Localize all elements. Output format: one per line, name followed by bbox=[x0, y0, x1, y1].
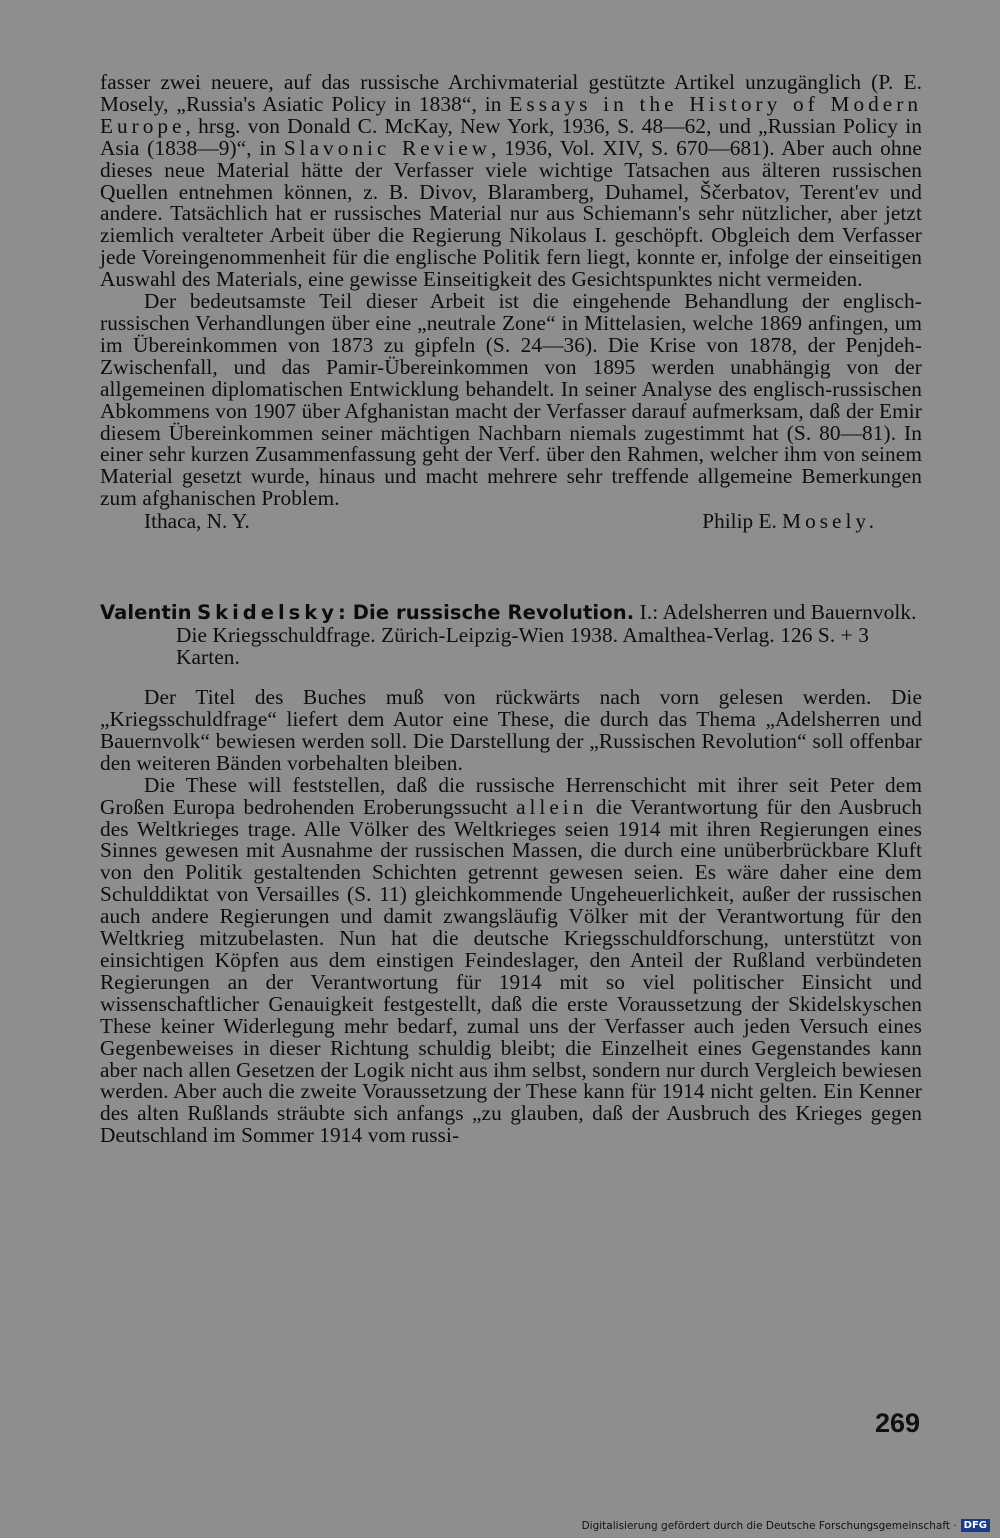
review-author-last: Skidelsky bbox=[197, 601, 338, 625]
review-citation: I.: Adelsherren und Bauernvolk. Die Kriegsschuldfrage. Zürich-Leipzig-Wien 1938. Amalthea-Verlag. 126 S. + 3 Karten. bbox=[176, 600, 917, 670]
review-heading bbox=[100, 601, 922, 668]
body-paragraph: fasser zwei neuere, auf das russische Archivmaterial gestützte Artikel unzugänglich (P. E. Mosely, „Russia's Asiatic Policy in 1838“, in Essays in the History of Modern Europe, hrsg. von Donald C. McKay, New York, 1936, S. 48—62, und „Russian Policy in Asia (1838—9)“, in Slavonic Review, 1936, Vol. XIV, S. 670—681). Aber auch ohne dieses neue Material hätte der Verfasser viele wichtige Tatsachen aus älteren russischen Quellen entnehmen können, z. B. Divov, Blaramberg, Duhamel, Ščerbatov, Terent'ev und andere. Tatsächlich hat er russisches Material nur aus Schiemann's sehr nützlicher, aber jetzt ziemlich veralteter Arbeit über die Regierung Nikolaus I. geschöpft. Obgleich dem Verfasser jede Voreingenommenheit für die englische Politik fern liegt, konnte er, infolge der einseitigen Auswahl des Materials, eine gewisse Einseitigkeit des Gesichtspunktes nicht vermeiden. bbox=[100, 70, 922, 292]
reviewer-name: Philip E. Mosely. bbox=[702, 509, 878, 534]
page-number: 269 bbox=[874, 1408, 920, 1438]
reviewer-signature bbox=[100, 510, 922, 532]
spaced-emphasis: allein bbox=[516, 794, 588, 819]
footer-text: Digitalisierung gefördert durch die Deutsche Forschungsgemeinschaft · bbox=[581, 1519, 957, 1532]
reviewer-place: Ithaca, N. Y. bbox=[144, 509, 250, 534]
spaced-emphasis: Slavonic Review bbox=[283, 135, 492, 160]
body-paragraph: Der Titel des Buches muß von rückwärts nach vorn gelesen werden. Die „Kriegsschuldfrage“ liefert dem Autor eine These, die durch das Thema „Adelsherren und Bauernvolk“ bewiesen werden soll. Die Darstellung der „Russischen Revolution“ soll offenbar den weiteren Bänden vorbehalten bleiben. bbox=[100, 685, 922, 775]
dfg-logo: DFG bbox=[961, 1519, 990, 1532]
footer bbox=[582, 1519, 990, 1532]
review-body bbox=[100, 687, 922, 1147]
body-paragraph: Die These will feststellen, daß die russische Herrenschicht mit ihrer seit Peter dem Großen Europa bedrohenden Eroberungssucht allein die Verantwortung für den Ausbruch des Weltkrieges trage. Alle Völker des Weltkrieges seien 1914 mit ihren Regierungen eines Sinnes gewesen mit Ausnahme der russischen Massen, die durch eine unüberbrückbare Kluft von den Politik gestaltenden Schichten getrennt gewesen seien. Es wäre daher eine dem Schulddiktat von Versailles (S. 11) gleichkommende Ungeheuerlichkeit, außer der russischen auch andere Regierungen und damit zwangsläufig Völker mit der Verantwortung für den Weltkrieg mitzubelasten. Nun hat die deutsche Kriegsschuldforschung, unterstützt von einsichtigen Köpfen aus dem einstigen Feindeslager, den Anteil der Rußland verbündeten Regierungen an der Verantwortung für 1914 mit so viel politischer Einsicht und wissenschaftlicher Genauigkeit festgestellt, daß die erste Voraussetzung der Skidelskyschen These keiner Widerlegung mehr bedarf, zumal uns der Verfasser auch jeden Versuch eines Gegenbeweises in dieser Richtung schuldig bleibt; die Einzelheit eines Gegenstandes kann aber nach allen Gesetzen der Logik nicht aus ihm selbst, sondern nur durch Vergleich bewiesen werden. Aber auch die zweite Voraussetzung der These kann für 1914 nicht gelten. Ein Kenner des alten Rußlands sträubte sich anfangs „zu glauben, daß der Ausbruch des Krieges gegen Deutschland im Sommer 1914 vom russi- bbox=[100, 772, 923, 1148]
review-author-first: Valentin bbox=[100, 601, 192, 625]
review-book-title: : Die russische Revolution. bbox=[337, 601, 635, 625]
body-paragraph: Der bedeutsamste Teil dieser Arbeit ist die eingehende Behandlung der englisch-russischen Verhandlungen über eine „neutrale Zone“ in Mittelasien, welche 1869 anfingen, um im Übereinkommen von 1873 zu gipfeln (S. 24—36). Die Krise von 1878, der Penjdeh-Zwischenfall, und das Pamir-Übereinkommen von 1895 werden unabhängig von der allgemeinen diplomatischen Entwicklung behandelt. In seiner Analyse des englisch-russischen Abkommens von 1907 über Afghanistan macht der Verfasser darauf aufmerksam, daß der Emir diesem Übereinkommen seiner mächtigen Nachbarn niemals zugestimmt hat (S. 80—81). In einer sehr kurzen Zusammenfassung geht der Verf. über den Rahmen, welcher ihm von seinem Material gesetzt wurde, hinaus und macht mehrere sehr treffende allgemeine Bemerkungen zum afghanischen Problem. bbox=[100, 289, 922, 511]
spaced-emphasis: Essays in the History of Modern Europe bbox=[100, 91, 922, 138]
page-content bbox=[100, 72, 922, 1147]
